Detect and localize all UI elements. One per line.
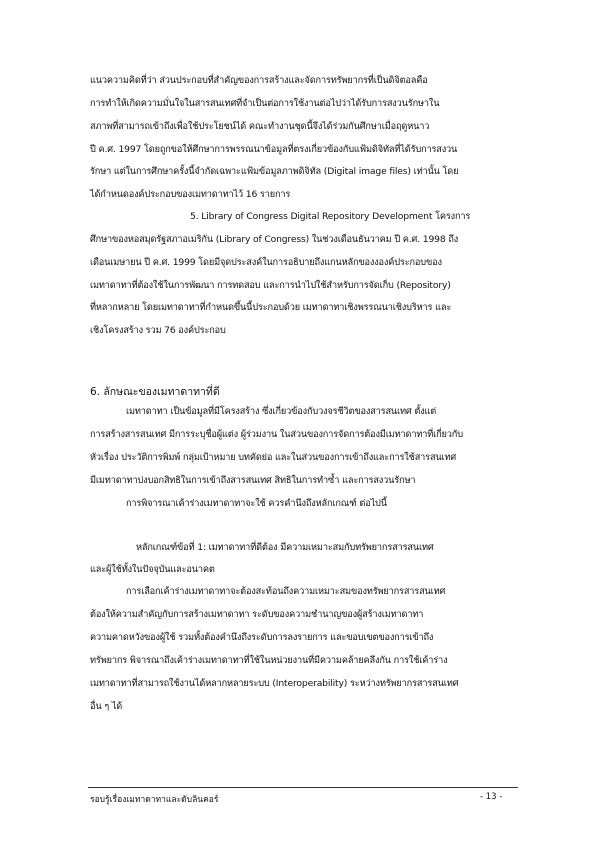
paragraph-line: เมทาดาทาที่ต้องใช้ในการพัฒนา การทดสอบ และการนำไปใช้สำหรับการจัดเก็บ (Repository) <box>90 280 451 291</box>
footer-title: รอบรู้เรื่องเมทาดาทาและดับลินคอร์ <box>90 795 219 805</box>
paragraph-line: เมทาดาทา เป็นข้อมูลที่มีโครงสร้าง ซึ่งเกี่ยวข้องกับวงจรชีวิตของสารสนเทศ ตั้งแต่ <box>126 406 437 417</box>
paragraph-line: ต้องให้ความสำคัญกับการสร้างเมทาดาทา ระดับของความชำนาญของผู้สร้างเมทาดาทา <box>90 609 424 620</box>
principle-heading-cont: และผู้ใช้ทั้งในปัจจุบันและอนาคต <box>90 564 215 575</box>
paragraph-line: ได้กำหนดองค์ประกอบของเมทาดาทาไว้ 16 รายการ <box>90 189 291 200</box>
paragraph-line: อื่น ๆ ได้ <box>90 701 123 712</box>
paragraph-line: ปี ค.ศ. 1997 โดยถูกขอให้ศึกษาการพรรณนาข้อมูลที่ตรงเกี่ยวข้องกับแฟ้มดิจิทัลที่ได้รับการสงวน <box>90 144 458 155</box>
principle-heading: หลักเกณฑ์ข้อที่ 1: เมทาดาทาที่ดีต้อง มีความเหมาะสมกับทรัพยากรสารสนเทศ <box>136 542 434 553</box>
paragraph-line: การสร้างสารสนเทศ มีการระบุชื่อผู้แต่ง ผู้ร่วมงาน ในส่วนของการจัดการต้องมีเมทาดาทาที่เกี่ยวกับ <box>90 429 463 440</box>
paragraph-line: การพิจารณาเค้าร่างเมทาดาทาจะใช้ ควรคำนึงถึงหลักเกณฑ์ ต่อไปนี้ <box>126 498 387 509</box>
paragraph-line: เมทาดาทาที่สามารถใช้งานได้หลากหลายระบบ (Interoperability) ระหว่างทรัพยากรสารสนเทศ <box>90 678 459 689</box>
paragraph-line: ความคาดหวังของผู้ใช้ รวมทั้งต้องคำนึงถึงระดับการลงรายการ และขอบเขตของการเข้าถึง <box>90 632 434 643</box>
page-number: - 13 - <box>480 792 503 802</box>
paragraph-line: สภาพที่สามารถเข้าถึงเพื่อใช้ประโยชน์ได้ คณะทำงานชุดนี้จึงได้ร่วมกันศึกษาเมื่อฤดูหนาว <box>90 121 430 132</box>
paragraph-line: ทรัพยากร พิจารณาถึงเค้าร่างเมทาดาทาที่ใช้ในหน่วยงานที่มีความคล้ายคลึงกัน การใช้เค้าร่าง <box>90 655 448 666</box>
paragraph-line: ศึกษาของหอสมุดรัฐสภาอเมริกัน (Library of Congress) ในช่วงเดือนธันวาคม ปี ค.ศ. 1998 ถึง <box>90 234 459 245</box>
footer-rule <box>88 787 518 788</box>
paragraph-line: เชิงโครงสร้าง รวม 76 องค์ประกอบ <box>90 325 226 336</box>
paragraph-line: เดือนเมษายน ปี ค.ศ. 1999 โดยมีจุดประสงค์ในการอธิบายถึงแกนหลักของงองค์ประกอบของ <box>90 257 442 268</box>
paragraph-line: การเลือกเค้าร่างเมทาดาทาจะต้องสะท้อนถึงความเหมาะสมของทรัพยากรสารสนเทศ <box>126 586 446 597</box>
paragraph-line: หัวเรื่อง ประวัติการพิมพ์ กลุ่มเป้าหมาย บทคัดย่อ และในส่วนของการเข้าถึงและการใช้สารสนเทศ <box>90 452 457 463</box>
paragraph-line: การทำให้เกิดความมั่นใจในสารสนเทศที่จำเป็นต่อการใช้งานต่อไปว่าได้รับการสงวนรักษาใน <box>90 98 440 109</box>
section-heading: 6. ลักษณะของเมทาดาทาที่ดี <box>90 386 220 398</box>
paragraph-line: ที่หลากหลาย โดยเมทาดาทาที่กำหนดขึ้นนี้ประกอบด้วย เมทาดาทาเชิงพรรณนาเชิงบริหาร และ <box>90 302 452 313</box>
paragraph-line: รักษา แต่ในการศึกษาครั้งนี้จำกัดเฉพาะแฟ้มข้อมูลภาพดิจิทัล (Digital image files) เท่านั้น โดย <box>90 166 459 177</box>
list-item-5: 5. Library of Congress Digital Repository Development โครงการ <box>190 211 471 222</box>
paragraph-line: มีเมทาดาทาบ่งบอกสิทธิในการเข้าถึงสารสนเทศ สิทธิในการทำซ้ำ และการสงวนรักษา <box>90 475 416 486</box>
paragraph-line: แนวความคิดที่ว่า ส่วนประกอบที่สำคัญของการสร้างและจัดการทรัพยากรที่เป็นดิจิตอลคือ <box>90 75 428 86</box>
